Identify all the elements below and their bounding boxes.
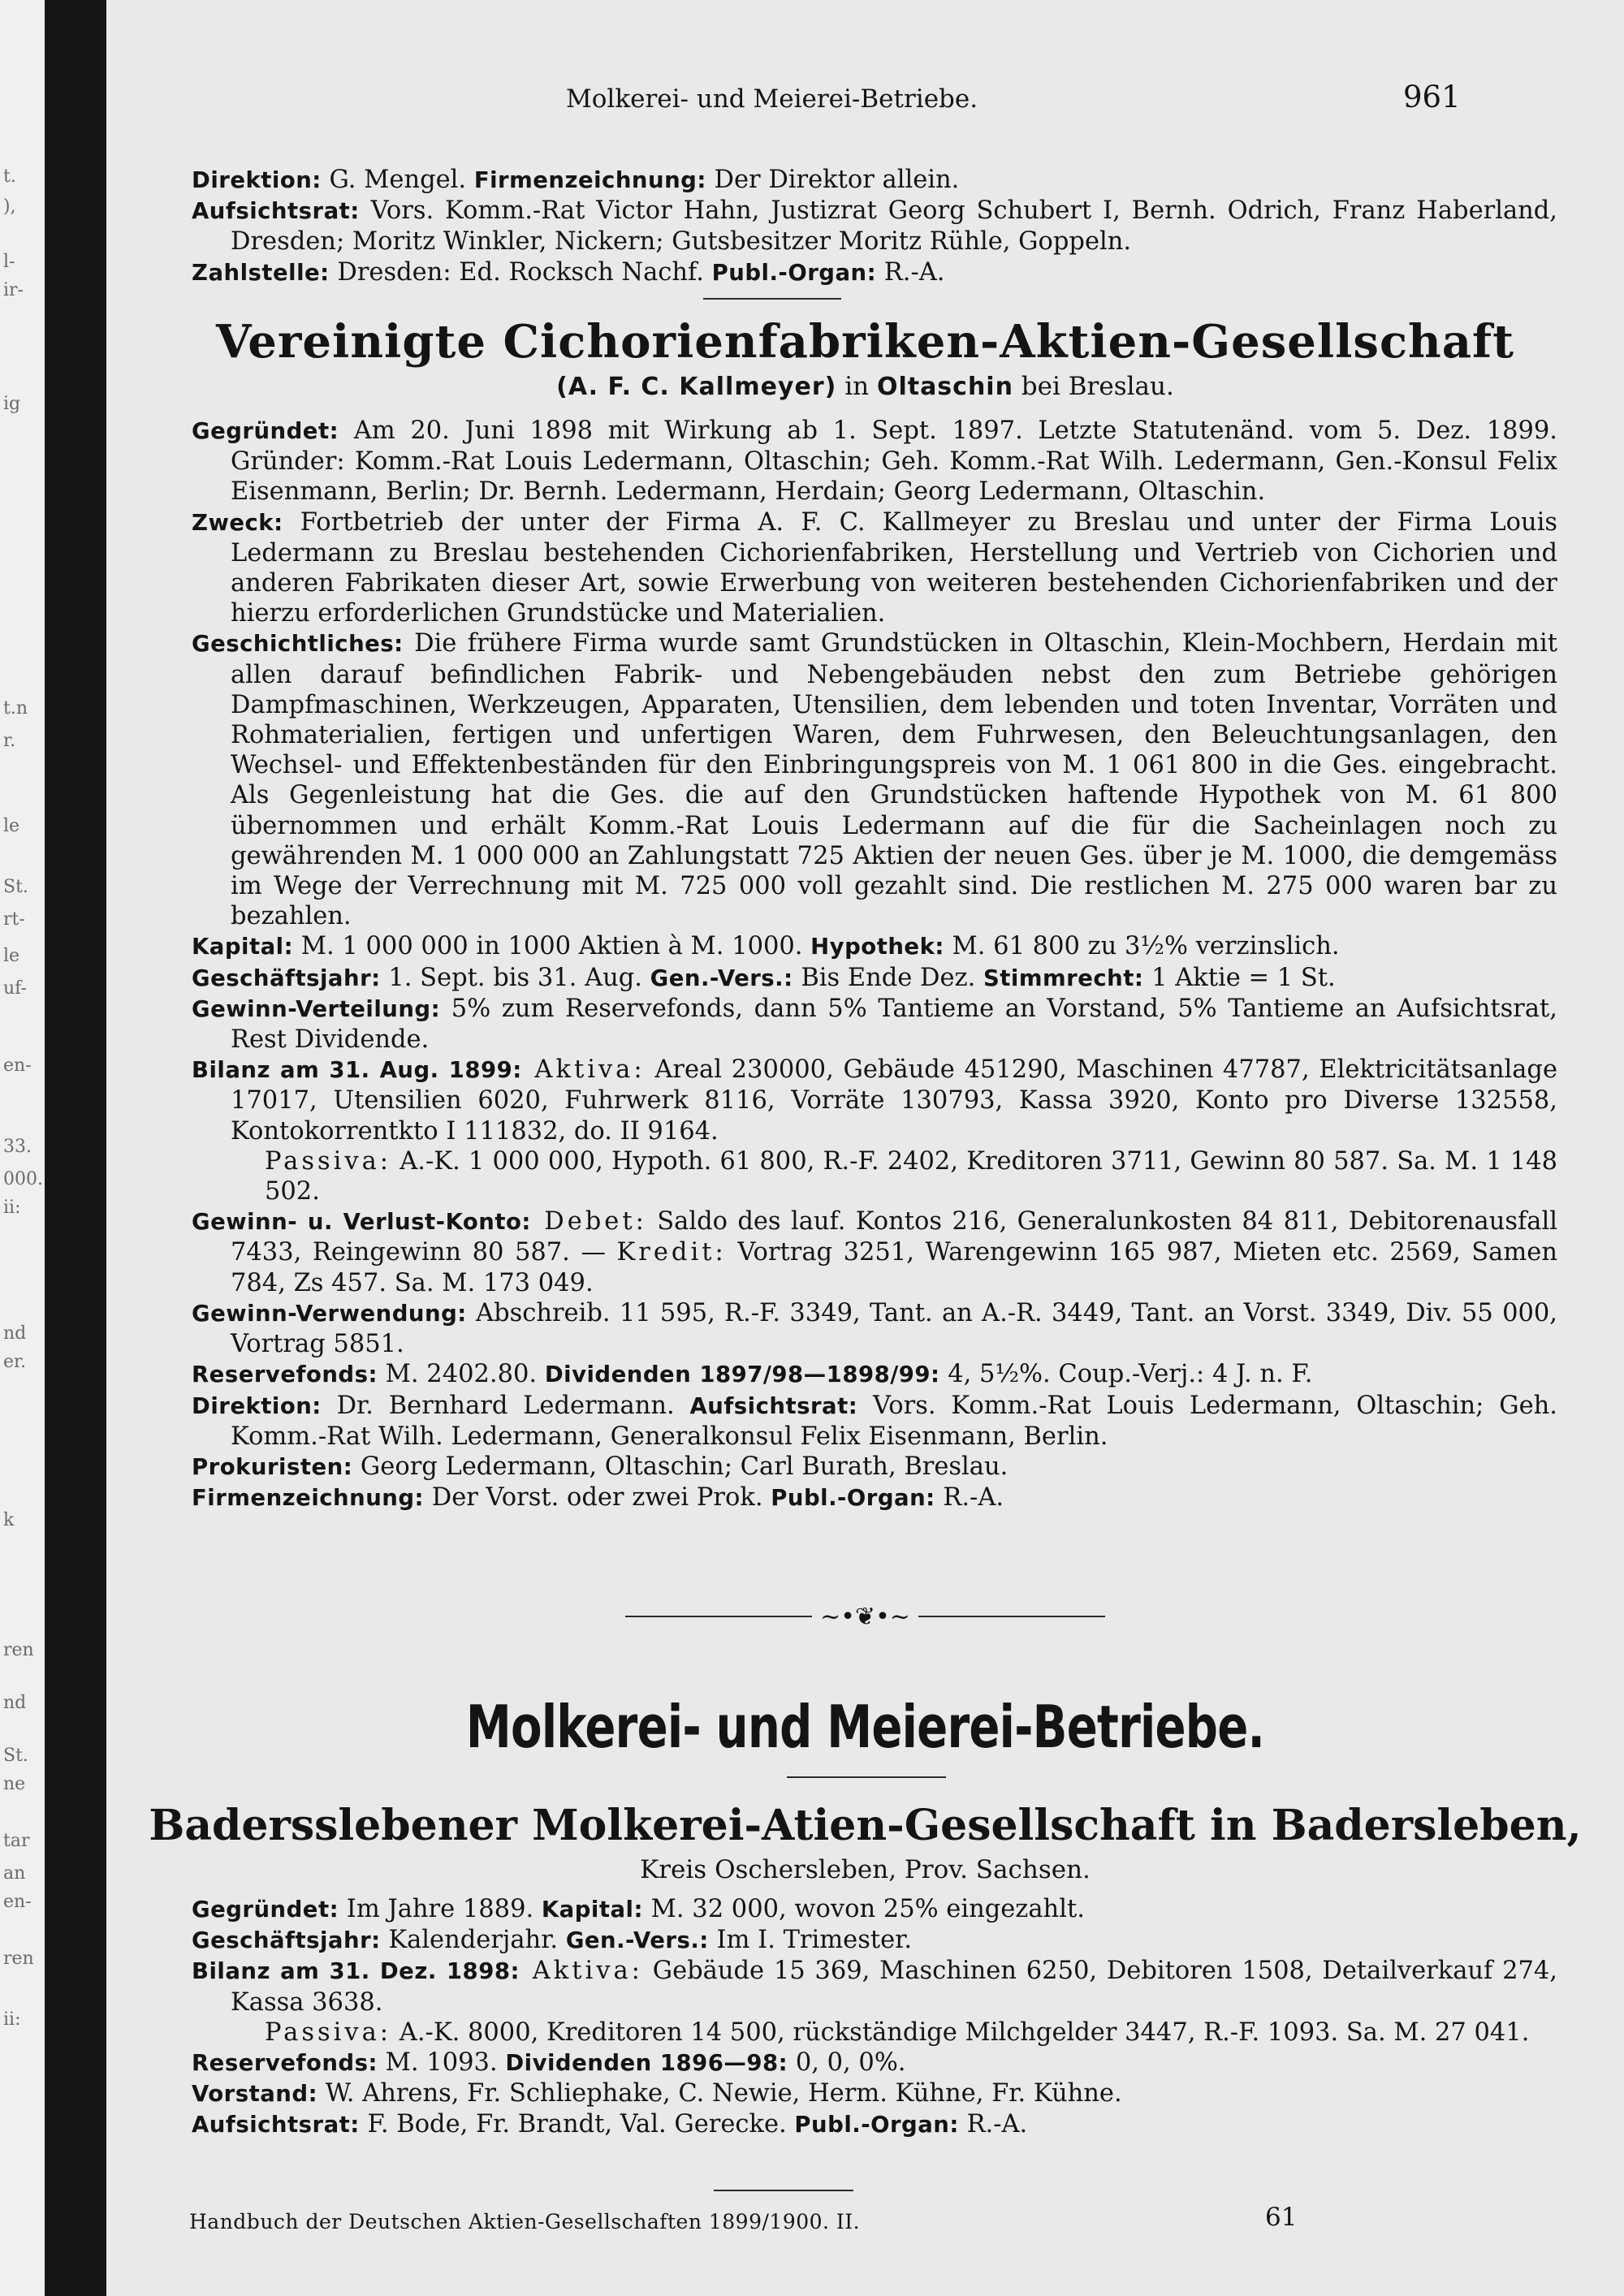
margin-fragment: 33. xyxy=(3,1137,32,1157)
entry-text: R.-A. xyxy=(876,257,945,287)
entry-paragraph xyxy=(192,2109,1557,2140)
page-number: 961 xyxy=(1403,80,1461,114)
entry-label: Gewinn-Verteilung: xyxy=(192,995,441,1022)
entry-text: Der Vorst. oder zwei Prok. xyxy=(424,1483,771,1513)
entry-text: Georg Ledermann, Oltaschin; Carl Burath, Breslau. xyxy=(352,1452,1009,1481)
entry-label: Direktion: xyxy=(192,167,322,193)
balance-side-label: Passiva: xyxy=(265,1146,392,1176)
entry-text: Abschreib. 11 595, R.-F. 3349, Tant. an A.-R. 3449, Tant. an Vorst. 3349, Div. 55 000, Vortrag 5851. xyxy=(231,1298,1557,1359)
entry-label: Prokuristen: xyxy=(192,1453,353,1480)
margin-fragment: ir- xyxy=(3,280,24,300)
entry-label: Zahlstelle: xyxy=(192,259,330,286)
section-title: Molkerei- und Meierei-Betriebe. xyxy=(465,1693,1265,1761)
entry-text: Fortbetrieb der unter der Firma A. F. C. Kallmeyer zu Breslau und unter der Firma Louis Ledermann zu Breslau bestehenden Cichorienfabriken, Herstellung und Vertrieb von Cichorien und anderen Fabrikaten dieser Art, sowie Erwerbung von weiteren bestehenden Cichorienfabriken und der hierzu erforderlichen Grundstücke und Materialien. xyxy=(231,507,1557,628)
balance-side-label: Kredit: xyxy=(616,1238,727,1267)
entry-text: G. Mengel. xyxy=(321,166,474,194)
margin-fragment: t. xyxy=(3,166,16,187)
entry-text: M. 61 800 zu 3½% verzinslich. xyxy=(944,932,1340,961)
ornament-line-left xyxy=(625,1616,812,1617)
section-title-rule xyxy=(787,1776,946,1778)
entry-text: M. 2402.80. xyxy=(377,1360,545,1389)
entry-label: Reservefonds: xyxy=(192,2050,378,2077)
entry-text: Im Jahre 1889. xyxy=(339,1895,542,1923)
entry-text: Dresden: Ed. Rocksch Nachf. xyxy=(329,257,712,287)
entry-paragraph xyxy=(192,257,1557,288)
entry-paragraph xyxy=(192,2078,1557,2109)
company-subtitle xyxy=(106,372,1624,401)
entry-paragraph xyxy=(192,1298,1557,1359)
margin-fragment: St. xyxy=(3,877,28,897)
entry-text: M. 1093. xyxy=(377,2048,506,2078)
entry-text: 1. Sept. bis 31. Aug. xyxy=(380,963,650,992)
balance-side-label: Aktiva: xyxy=(519,1957,643,1986)
company-subtitle-firm: (A. F. C. Kallmeyer) xyxy=(556,373,837,401)
entry-label: Zweck: xyxy=(192,509,283,536)
entry-label: Gen.-Vers.: xyxy=(650,965,793,991)
margin-fragment: en- xyxy=(3,1892,32,1912)
entry-paragraph xyxy=(192,1925,1557,1956)
entry-paragraph xyxy=(192,963,1557,994)
entry-paragraph xyxy=(192,507,1557,629)
entry-text: Dr. Bernhard Ledermann. xyxy=(321,1391,690,1420)
margin-fragment: uf- xyxy=(3,978,27,999)
company-subtitle: Kreis Oschersleben, Prov. Sachsen. xyxy=(640,1855,1091,1884)
adjacent-page-fragments xyxy=(3,0,42,2296)
entry-label: Firmenzeichnung: xyxy=(192,1485,425,1512)
ornament-divider xyxy=(106,1601,1624,1631)
entry-paragraph xyxy=(192,931,1557,962)
margin-fragment: le xyxy=(3,816,20,836)
entry-label: Gegründet: xyxy=(192,1897,339,1923)
book-spine-shadow xyxy=(45,0,106,2296)
entry-paragraph xyxy=(192,1956,1557,2017)
ornament-glyph: ~•❦•~ xyxy=(820,1602,910,1631)
entry-paragraph xyxy=(192,1452,1557,1482)
entry-paragraph xyxy=(192,994,1557,1055)
entry-label: Publ.-Organ: xyxy=(711,259,877,286)
entry-label: Aufsichtsrat: xyxy=(689,1392,858,1419)
margin-fragment: en- xyxy=(3,1055,32,1076)
previous-entry-tail xyxy=(192,165,1557,288)
margin-fragment: nd xyxy=(3,1693,27,1713)
entry-paragraph xyxy=(192,1055,1557,1146)
running-title: Molkerei- und Meierei-Betriebe. xyxy=(566,84,978,114)
entry-label: Reservefonds: xyxy=(192,1362,378,1388)
entry-paragraph xyxy=(192,2048,1557,2078)
entry-label: Geschäftsjahr: xyxy=(192,1927,381,1954)
margin-fragment: ii: xyxy=(3,2009,21,2030)
left-margin-strip xyxy=(0,0,45,2296)
company-name: Vereinigte Cichorienfabriken-Aktien-Gesellschaft xyxy=(215,315,1515,369)
company-subtitle-in: in xyxy=(836,372,877,401)
entry-text: A.-K. 8000, Kreditoren 14 500, rückständige Milchgelder 3447, R.-F. 1093. Sa. M. 27 041. xyxy=(391,2018,1530,2047)
margin-fragment: t.n xyxy=(3,698,28,719)
entry-paragraph xyxy=(192,1206,1557,1298)
footer-signature-number: 61 xyxy=(1265,2203,1298,2232)
entry-paragraph xyxy=(192,196,1557,257)
entry-text: Areal 230000, Gebäude 451290, Maschinen 47787, Elektricitätsanlage 17017, Utensilien 6020, Fuhrwerk 8116, Vorräte 130793, Kassa 3920, Konto pro Diverse 132558, Kontokorrentkto I 111832, do. II 9164. xyxy=(231,1055,1558,1146)
entry-text: M. 32 000, wovon 25% eingezahlt. xyxy=(642,1895,1085,1923)
entry-label: Publ.-Organ: xyxy=(771,1485,935,1512)
entry-label: Dividenden 1896—98: xyxy=(505,2050,788,2077)
company-subtitle-place: Oltaschin xyxy=(876,373,1013,401)
entry-label: Hypothek: xyxy=(810,934,944,960)
entry-label: Geschichtliches: xyxy=(192,631,404,658)
margin-fragment: an xyxy=(3,1863,26,1884)
entry-label: Vorstand: xyxy=(192,2081,318,2108)
entry-text: Vors. Komm.-Rat Louis Ledermann, Oltaschin; Geh. Komm.-Rat Wilh. Ledermann, Generalkonsul Felix Eisenmann, Berlin. xyxy=(231,1391,1557,1451)
entry-paragraph xyxy=(192,1146,1557,1206)
entry-paragraph xyxy=(192,2018,1557,2048)
margin-fragment: 000. xyxy=(3,1169,43,1189)
entry-label: Gen.-Vers.: xyxy=(565,1927,709,1954)
entry-label: Gewinn-Verwendung: xyxy=(192,1300,467,1327)
footer-book-title: Handbuch der Deutschen Aktien-Gesellschaften 1899/1900. II. xyxy=(189,2210,861,2233)
entry-label: Bilanz am 31. Dez. 1898: xyxy=(192,1958,520,1985)
margin-fragment: ), xyxy=(3,196,16,217)
document-page xyxy=(106,0,1624,2296)
ornament-line-right xyxy=(918,1616,1105,1617)
entry-label: Gewinn- u. Verlust-Konto: xyxy=(192,1209,531,1236)
entry-label: Kapital: xyxy=(541,1897,643,1923)
entry-text: 0, 0, 0%. xyxy=(788,2048,906,2078)
entry-label: Dividenden 1897/98—1898/99: xyxy=(544,1362,940,1388)
balance-side-label: Debet: xyxy=(530,1207,647,1236)
entry-text: Gebäude 15 369, Maschinen 6250, Debitoren 1508, Detailverkauf 274, Kassa 3638. xyxy=(231,1957,1557,2017)
entry-label: Aufsichtsrat: xyxy=(192,198,360,225)
entry-text: Kalenderjahr. xyxy=(380,1926,566,1955)
entry-label: Direktion: xyxy=(192,1392,322,1419)
entry-text: 4, 5½%. Coup.-Verj.: 4 J. n. F. xyxy=(939,1360,1313,1389)
balance-side-label: Aktiva: xyxy=(521,1055,646,1085)
entry-label: Geschäftsjahr: xyxy=(192,965,381,991)
margin-fragment: ren xyxy=(3,1640,34,1660)
entry-text: A.-K. 1 000 000, Hypoth. 61 800, R.-F. 2402, Kreditoren 3711, Gewinn 80 587. Sa. M. 1 148 502. xyxy=(265,1146,1557,1206)
entry-text: R.-A. xyxy=(935,1483,1004,1513)
entry-label: Aufsichtsrat: xyxy=(192,2112,360,2138)
entry-text: M. 1 000 000 in 1000 Aktien à M. 1000. xyxy=(293,932,811,961)
entry-text: 5% zum Reservefonds, dann 5% Tantieme an Vorstand, 5% Tantieme an Aufsichtsrat, Rest Dividende. xyxy=(231,994,1557,1055)
entry-text: Saldo des lauf. Kontos 216, Generalunkosten 84 811, Debitorenausfall 7433, Reingewinn 80 587. — xyxy=(231,1207,1557,1267)
entry-paragraph xyxy=(192,165,1557,196)
company-subtitle-rest: bei Breslau. xyxy=(1013,372,1174,401)
balance-side-label: Passiva: xyxy=(265,2018,392,2047)
entry-text: R.-A. xyxy=(958,2110,1028,2139)
entry-text: Der Direktor allein. xyxy=(706,166,960,194)
entry-separator xyxy=(703,298,841,300)
entry-text: Im I. Trimester. xyxy=(708,1926,913,1955)
margin-fragment: k xyxy=(3,1510,15,1530)
margin-fragment: rt- xyxy=(3,909,25,930)
entry-label: Kapital: xyxy=(192,934,294,960)
entry-text: W. Ahrens, Fr. Schliephake, C. Newie, Herm. Kühne, Fr. Kühne. xyxy=(317,2079,1122,2108)
margin-fragment: l- xyxy=(3,252,15,272)
entry-paragraph xyxy=(192,1482,1557,1513)
entry-paragraph xyxy=(192,1894,1557,1925)
margin-fragment: ii: xyxy=(3,1198,21,1218)
entry-text: Vors. Komm.-Rat Victor Hahn, Justizrat Georg Schubert I, Bernh. Odrich, Franz Haberland, Dresden; Moritz Winkler, Nickern; Gutsbesitzer Moritz Rühle, Goppeln. xyxy=(231,196,1557,257)
margin-fragment: le xyxy=(3,946,20,966)
entry-label: Gegründet: xyxy=(192,418,339,444)
entry-label: Stimmrecht: xyxy=(983,965,1144,991)
margin-fragment: tar xyxy=(3,1831,30,1851)
margin-fragment: nd xyxy=(3,1323,27,1344)
company-name: Badersslebener Molkerei-Atien-Gesellschaft in Badersleben, xyxy=(149,1801,1582,1850)
entry-text: Bis Ende Dez. xyxy=(793,963,983,992)
entry-paragraph xyxy=(192,1391,1557,1452)
company-entry-body xyxy=(192,1894,1557,2141)
entry-label: Publ.-Organ: xyxy=(794,2112,959,2138)
margin-fragment: St. xyxy=(3,1746,28,1766)
entry-text: 1 Aktie = 1 St. xyxy=(1143,963,1336,992)
entry-separator xyxy=(714,2190,853,2191)
entry-text: Die frühere Firma wurde samt Grundstücken in Oltaschin, Klein-Mochbern, Herdain mit allen darauf befindlichen Fabrik- und Nebengebäuden nebst den zum Betriebe gehörigen Dampfmaschinen, Werkzeugen, Apparaten, Utensilien, dem lebenden und toten Inventar, Vorräten und Rohmaterialien, fertigen und unfertigen Waren, dem Fuhrwesen, den Beleuchtungsanlagen, den Wechsel- und Effektenbeständen für den Einbringungspreis von M. 1 061 800 in die Ges. eingebracht. Als Gegenleistung hat die Ges. die auf den Grundstücken haftende Hypothek von M. 61 800 übernommen und erhält Komm.-Rat Louis Ledermann auf die für die Sacheinlagen noch zu gewährenden M. 1 000 000 an Zahlungstatt 725 Aktien der neuen Ges. über je M. 1000, die demgemäss im Wege der Verrechnung mit M. 725 000 voll gezahlt sind. Die restlichen M. 275 000 waren bar zu bezahlen. xyxy=(231,629,1557,931)
entry-text: Vortrag 3251, Warengewinn 165 987, Mieten etc. 2569, Samen 784, Zs 457. Sa. M. 173 049. xyxy=(231,1238,1557,1297)
entry-paragraph xyxy=(192,1359,1557,1390)
entry-label: Bilanz am 31. Aug. 1899: xyxy=(192,1057,522,1084)
entry-paragraph xyxy=(192,416,1557,507)
entry-text: F. Bode, Fr. Brandt, Val. Gerecke. xyxy=(359,2110,795,2139)
margin-fragment: er. xyxy=(3,1352,27,1372)
margin-fragment: r. xyxy=(3,731,16,751)
entry-label: Firmenzeichnung: xyxy=(473,167,706,193)
margin-fragment: ren xyxy=(3,1949,34,1969)
entry-paragraph xyxy=(192,628,1557,931)
entry-text: Am 20. Juni 1898 mit Wirkung ab 1. Sept. 1897. Letzte Statutenänd. vom 5. Dez. 1899. Gründer: Komm.-Rat Louis Ledermann, Oltaschin; Geh. Komm.-Rat Wilh. Ledermann, Gen.-Konsul Felix Eisenmann, Berlin; Dr. Bernh. Ledermann, Herdain; Georg Ledermann, Oltaschin. xyxy=(231,416,1557,507)
margin-fragment: ne xyxy=(3,1774,26,1794)
margin-fragment: ig xyxy=(3,394,21,414)
company-entry-body xyxy=(192,416,1557,1513)
